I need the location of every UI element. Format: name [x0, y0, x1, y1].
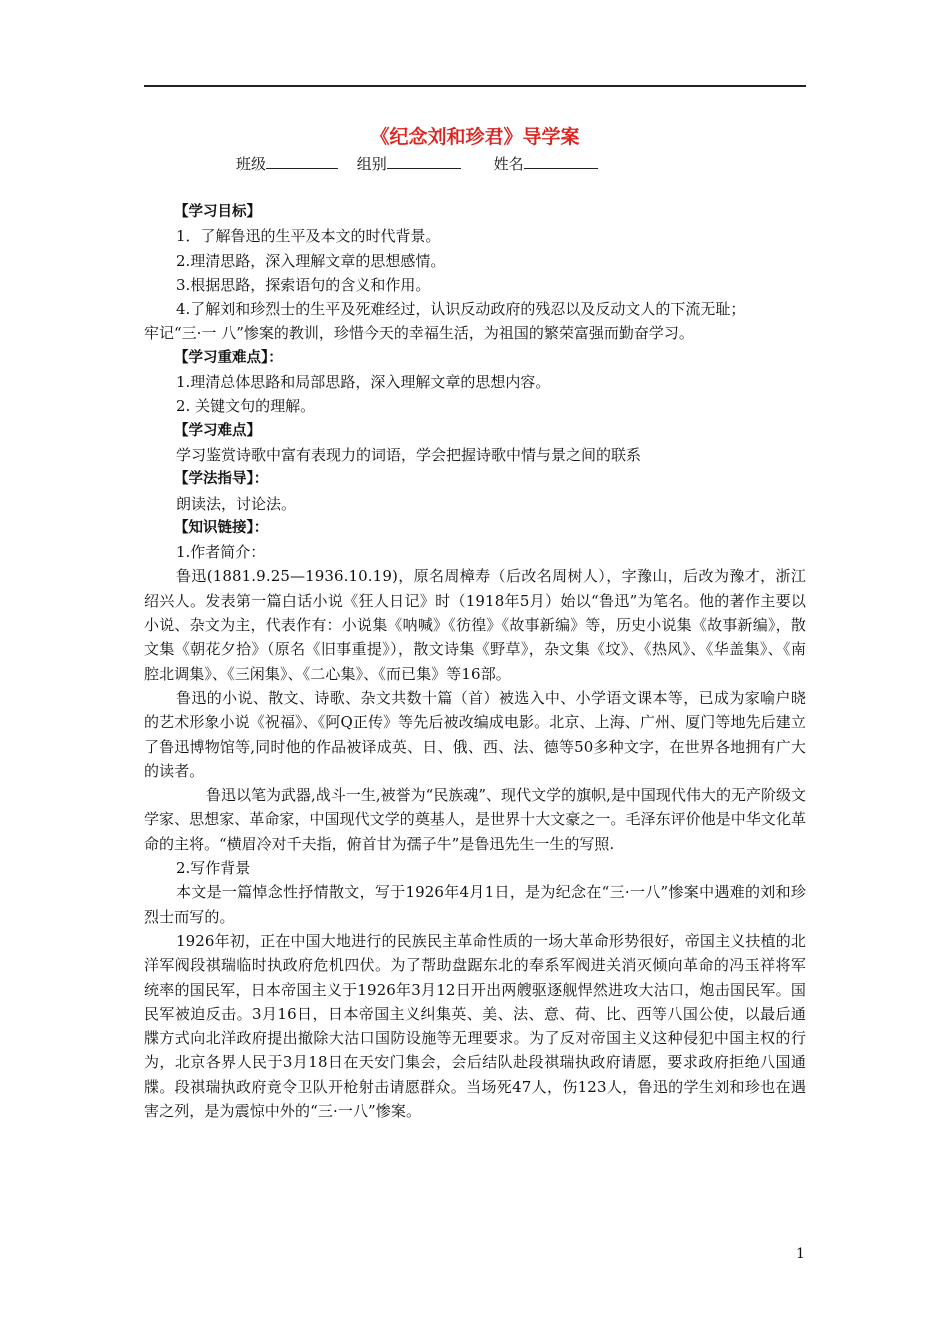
author-subheading: 1.作者简介：: [176, 543, 266, 562]
key-point-item: 2. 关键文句的理解。: [176, 397, 316, 416]
group-blank[interactable]: [387, 152, 461, 169]
author-paragraph: 鲁迅以笔为武器,战斗一生,被誉为“民族魂”、现代文学的旗帜,是中国现代伟大的无产阶级文学家、思想家、革命家，中国现代文学的奠基人，是世界十大文豪之一。毛泽东评价他是中华文化革命的主将。“横眉冷对千夫指，俯首甘为孺子牛”是鲁迅先生一生的写照.: [144, 786, 806, 853]
key-points-heading: 【学习重难点】：: [174, 349, 283, 366]
goal-item: 2.理清思路，深入理解文章的思想感情。: [176, 251, 446, 270]
goal-item: 1．了解鲁迅的生平及本文的时代背景。: [176, 227, 441, 246]
background-paragraph: 1926年初，正在中国大地进行的民族民主革命性质的一场大革命形势很好，帝国主义扶植的北洋军阀段祺瑞临时执政府危机四伏。为了帮助盘踞东北的奉系军阀进关消灭倾向革命的冯玉祥将军统率的国民军，日本帝国主义于1926年3月12日开出两艘驱逐舰悍然进攻大沽口，炮击国民军。国民军被迫反击。3月16日，日本帝国主义纠集英、美、法、意、荷、比、西等八国公使，以最后通牒方式向北洋政府提出撤除大沽口国防设施等无理要求。为了反对帝国主义这种侵犯中国主权的行为，北京各界人民于3月18日在天安门集会，会后结队赴段祺瑞执政府请愿，要求政府拒绝八国通牒。段祺瑞执政府竟令卫队开枪射击请愿群众。当场死47人，伤123人，鲁迅的学生刘和珍也在遇害之列，是为震惊中外的“三·一八”惨案。: [144, 931, 806, 1120]
method-heading: 【学法指导】：: [174, 471, 269, 488]
class-blank[interactable]: [266, 152, 338, 169]
student-info-fields: [236, 152, 598, 175]
goal-item: 4.了解刘和珍烈士的生平及死难经过，认识反动政府的残忍以及反动文人的下流无耻；: [176, 300, 746, 319]
difficulty-heading: 【学习难点】: [174, 422, 261, 439]
author-paragraph: 鲁迅(1881.9.25—1936.10.19)，原名周樟寿（后改名周树人），字豫山，后改为豫才，浙江绍兴人。发表第一篇白话小说《狂人日记》时（1918年5月）始以“鲁迅”为笔名。他的著作主要以小说、杂文为主，代表作有：小说集《呐喊》《彷徨》《故事新编》等，历史小说集《故事新编》，散文集《朝花夕拾》（原名《旧事重提》），散文诗集《野草》，杂文集《坟》、《热风》、《华盖集》、《南腔北调集》、《三闲集》、《二心集》、《而已集》等16部。: [144, 567, 806, 683]
page-number: 1: [796, 1246, 805, 1262]
author-paragraph: 鲁迅的小说、散文、诗歌、杂文共数十篇（首）被选入中、小学语文课本等，已成为家喻户晓的艺术形象小说《祝福》、《阿Q正传》等先后被改编成电影。北京、上海、广州、厦门等地先后建立了鲁迅博物馆等,同时他的作品被译成英、日、俄、西、法、德等50多种文字，在世界各地拥有广大的读者。: [144, 688, 806, 780]
knowledge-link-heading: 【知识链接】：: [174, 519, 269, 536]
background-subheading: 2.写作背景: [176, 859, 251, 878]
class-label: 班级: [236, 155, 267, 173]
document-body: [144, 200, 806, 1123]
goals-heading: 【学习目标】: [174, 204, 261, 220]
difficulty-text: 学习鉴赏诗歌中富有表现力的词语，学会把握诗歌中情与景之间的联系: [176, 445, 642, 464]
key-point-item: 1.理清总体思路和局部思路，深入理解文章的思想内容。: [176, 373, 551, 392]
header-rule: [144, 85, 806, 87]
group-label: 组别: [356, 155, 387, 173]
name-label: 姓名: [493, 155, 524, 173]
page-title: 《纪念刘和珍君》导学案: [370, 126, 580, 148]
method-text: 朗读法，讨论法。: [176, 494, 297, 513]
name-blank[interactable]: [524, 152, 598, 169]
goal-item-continuation: 牢记“三·一 八”惨案的教训，珍惜今天的幸福生活，为祖国的繁荣富强而勤奋学习。: [144, 324, 694, 343]
goal-item: 3.根据思路，探索语句的含义和作用。: [176, 275, 431, 294]
background-paragraph: 本文是一篇悼念性抒情散文，写于1926年4月1日，是为纪念在“三·一八”惨案中遇难的刘和珍烈士而写的。: [144, 883, 806, 926]
